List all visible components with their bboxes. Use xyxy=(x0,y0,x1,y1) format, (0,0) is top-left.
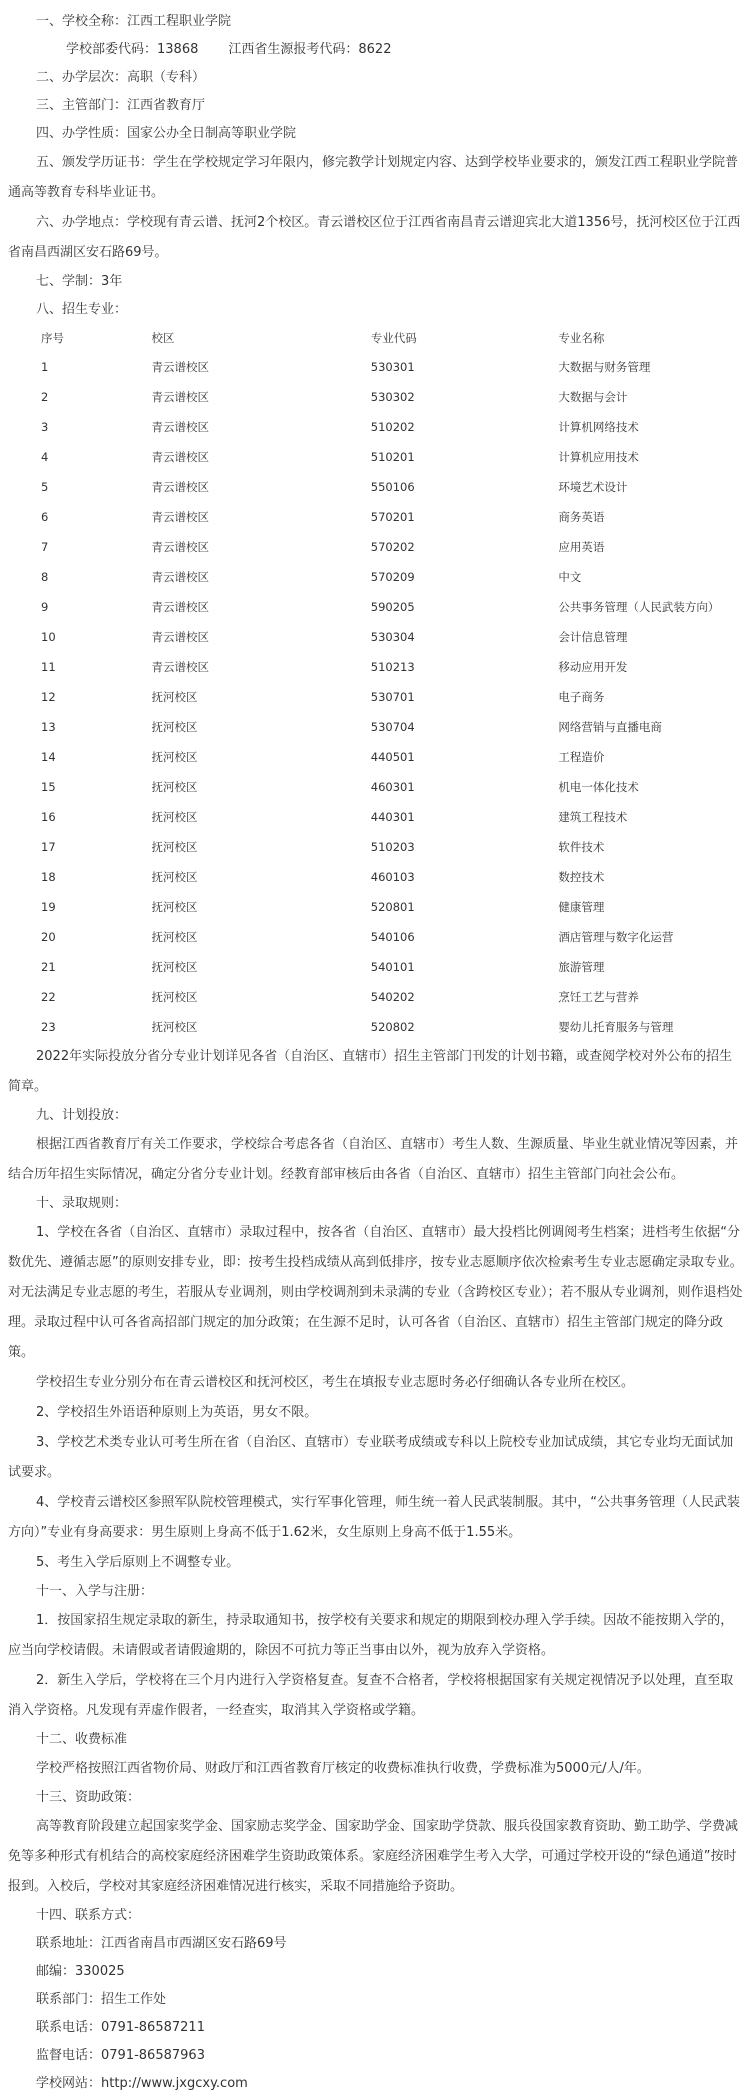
row-code: 540101 xyxy=(370,960,415,974)
school-nature: 四、办学性质：国家公办全日制高等职业学院 xyxy=(36,126,297,141)
row-index: 2 xyxy=(41,390,49,404)
contact-dept: 联系部门：招生工作处 xyxy=(36,1992,167,2007)
table-row xyxy=(35,832,753,862)
row-code: 440301 xyxy=(370,810,415,824)
row-code: 510203 xyxy=(370,840,415,854)
plan-note: 2022年实际投放分省分专业计划详见各省（自治区、直辖市）招生主管部门刊发的计划书籍，或查阅学校对外公布的招生简章。 xyxy=(8,1049,733,1094)
row-major: 烹饪工艺与营养 xyxy=(558,990,639,1004)
table-row xyxy=(35,382,753,412)
row-code: 460301 xyxy=(370,780,415,794)
row-major: 大数据与财务管理 xyxy=(558,360,651,374)
row-code: 590205 xyxy=(370,600,415,614)
school-duration: 七、学制：3年 xyxy=(36,274,123,289)
row-index: 12 xyxy=(41,690,56,704)
table-row xyxy=(35,982,753,1012)
table-row xyxy=(35,622,753,652)
aid-text: 高等教育阶段建立起国家奖学金、国家励志奖学金、国家助学金、国家助学贷款、服兵役国家教育资助、勤工助学、学费减免等多种形式有机结合的高校家庭经济困难学生资助政策体系。家庭经济困难学生考入大学，可通过学校开设的“绿色通道”按时报到。入校后，学校对其家庭经济困难情况进行核实，采取不同措施给予资助。 xyxy=(8,1819,739,1894)
row-index: 5 xyxy=(41,480,49,494)
table-row xyxy=(35,652,753,682)
row-campus: 抚河校区 xyxy=(151,720,198,734)
row-index: 11 xyxy=(41,660,56,674)
majors-table-body xyxy=(35,352,753,1042)
row-code: 510213 xyxy=(370,660,415,674)
row-campus: 青云谱校区 xyxy=(151,360,210,374)
row-campus: 青云谱校区 xyxy=(151,420,210,434)
table-row xyxy=(35,892,753,922)
admission-rule-5: 5、考生入学后原则上不调整专业。 xyxy=(36,1555,240,1570)
table-row xyxy=(35,922,753,952)
row-campus: 抚河校区 xyxy=(151,780,198,794)
enrollment-heading: 十一、入学与注册： xyxy=(36,1584,154,1599)
row-code: 440501 xyxy=(370,750,415,764)
col-index-header: 序号 xyxy=(41,331,64,345)
row-major: 商务英语 xyxy=(558,510,605,524)
row-campus: 青云谱校区 xyxy=(151,660,210,674)
table-row xyxy=(35,1012,753,1042)
row-index: 13 xyxy=(41,720,56,734)
row-campus: 青云谱校区 xyxy=(151,630,210,644)
table-row xyxy=(35,742,753,772)
row-index: 18 xyxy=(41,870,56,884)
fees-text: 学校严格按照江西省物价局、财政厅和江西省教育厅核定的收费标准执行收费，学费标准为5000元/人/年。 xyxy=(36,1761,650,1776)
enrollment-item-1: 1．按国家招生规定录取的新生，持录取通知书，按学校有关要求和规定的期限到校办理入学手续。因故不能按期入学的，应当向学校请假。未请假或者请假逾期的，除因不可抗力等正当事由以外，视为放弃入学资格。 xyxy=(8,1613,734,1658)
row-major: 计算机网络技术 xyxy=(558,420,639,434)
row-major: 网络营销与直播电商 xyxy=(558,720,662,734)
majors-table-header xyxy=(35,324,753,352)
col-major-header: 专业名称 xyxy=(558,331,605,345)
row-code: 570202 xyxy=(370,540,415,554)
admission-rule-3: 3、学校艺术类专业认可考生所在省（自治区、直辖市）专业联考成绩或专科以上院校专业加试成绩，其它专业均无面试加试要求。 xyxy=(8,1435,734,1480)
row-index: 23 xyxy=(41,1020,56,1034)
row-campus: 青云谱校区 xyxy=(151,600,210,614)
row-major: 公共事务管理（人民武装方向） xyxy=(558,600,720,614)
table-row xyxy=(35,502,753,532)
row-code: 540202 xyxy=(370,990,415,1004)
row-campus: 抚河校区 xyxy=(151,690,198,704)
row-index: 10 xyxy=(41,630,56,644)
row-major: 数控技术 xyxy=(558,870,605,884)
admission-campus-note: 学校招生专业分别分布在青云谱校区和抚河校区，考生在填报专业志愿时务必仔细确认各专业所在校区。 xyxy=(36,1375,635,1390)
row-index: 8 xyxy=(41,570,49,584)
table-row xyxy=(35,442,753,472)
row-campus: 青云谱校区 xyxy=(151,540,210,554)
row-major: 会计信息管理 xyxy=(558,630,628,644)
row-index: 9 xyxy=(41,600,49,614)
row-campus: 抚河校区 xyxy=(151,990,198,1004)
row-code: 520802 xyxy=(370,1020,415,1034)
table-row xyxy=(35,772,753,802)
col-code-header: 专业代码 xyxy=(370,331,417,345)
row-index: 16 xyxy=(41,810,56,824)
row-major: 工程造价 xyxy=(558,750,605,764)
contact-address: 联系地址：江西省南昌市西湖区安石路69号 xyxy=(36,1936,287,1951)
contact-phone: 联系电话：0791-86587211 xyxy=(36,2020,205,2035)
row-code: 510202 xyxy=(370,420,415,434)
row-index: 7 xyxy=(41,540,49,554)
row-index: 1 xyxy=(41,360,49,374)
admission-rule-4: 4、学校青云谱校区参照军队院校管理模式，实行军事化管理，师生统一着人民武装制服。其中，“公共事务管理（人民武装方向）”专业有身高要求：男生原则上身高不低于1.62米，女生原则上身高不低于1.55米。 xyxy=(8,1495,741,1540)
contact-heading: 十四、联系方式： xyxy=(36,1908,141,1923)
school-level: 二、办学层次：高职（专科） xyxy=(36,70,206,85)
table-row xyxy=(35,802,753,832)
row-campus: 抚河校区 xyxy=(151,930,198,944)
school-full-name: 一、学校全称：江西工程职业学院 xyxy=(36,14,232,29)
row-index: 22 xyxy=(41,990,56,1004)
row-major: 电子商务 xyxy=(558,690,605,704)
admission-rule-1: 1、学校在各省（自治区、直辖市）录取过程中，按各省（自治区、直辖市）最大投档比例调阅考生档案；进档考生依据“分数优先、遵循志愿”的原则安排专业，即：按考生投档成绩从高到低排序，按专业志愿顺序依次检索考生专业志愿确定录取专业。对无法满足专业志愿的考生，若服从专业调剂，则由学校调剂到未录满的专业（含跨校区专业）；若不服从专业调剂，则作退档处理。录取过程中认可各省高招部门规定的加分政策；在生源不足时，认可各省（自治区、直辖市）招生主管部门规定的降分政策。 xyxy=(8,1225,743,1360)
row-major: 酒店管理与数字化运营 xyxy=(558,930,674,944)
row-index: 3 xyxy=(41,420,49,434)
row-major: 机电一体化技术 xyxy=(558,780,639,794)
website-link[interactable]: http://www.jxgcxy.com xyxy=(101,2076,248,2091)
majors-heading: 八、招生专业： xyxy=(36,302,128,317)
majors-table xyxy=(35,324,753,1042)
row-campus: 青云谱校区 xyxy=(151,570,210,584)
table-row xyxy=(35,412,753,442)
col-campus-header: 校区 xyxy=(151,331,175,345)
row-major: 软件技术 xyxy=(558,840,605,854)
contact-website: 学校网站：http://www.jxgcxy.com xyxy=(36,2076,248,2091)
aid-heading: 十三、资助政策： xyxy=(36,1790,141,1805)
table-row xyxy=(35,682,753,712)
row-campus: 青云谱校区 xyxy=(151,510,210,524)
row-index: 19 xyxy=(41,900,56,914)
row-index: 14 xyxy=(41,750,56,764)
row-index: 15 xyxy=(41,780,56,794)
row-major: 移动应用开发 xyxy=(558,660,628,674)
row-code: 570201 xyxy=(370,510,415,524)
row-index: 6 xyxy=(41,510,49,524)
table-row xyxy=(35,472,753,502)
table-row xyxy=(35,862,753,892)
school-codes: 学校部委代码：13868 江西省生源报考代码：8622 xyxy=(66,42,392,57)
contact-postcode: 邮编：330025 xyxy=(36,1964,125,1979)
row-major: 建筑工程技术 xyxy=(558,810,628,824)
plan-text: 根据江西省教育厅有关工作要求，学校综合考虑各省（自治区、直辖市）考生人数、生源质量、毕业生就业情况等因素，并结合历年招生实际情况，确定分省分专业计划。经教育部审核后由各省（自治区、直辖市）招生主管部门向社会公布。 xyxy=(8,1137,739,1182)
row-campus: 抚河校区 xyxy=(151,840,198,854)
row-campus: 青云谱校区 xyxy=(151,450,210,464)
school-location: 六、办学地点：学校现有青云谱、抚河2个校区。青云谱校区位于江西省南昌青云谱迎宾北大道1356号，抚河校区位于江西省南昌西湖区安石路69号。 xyxy=(8,215,741,260)
row-campus: 青云谱校区 xyxy=(151,390,210,404)
row-code: 530301 xyxy=(370,360,415,374)
row-index: 20 xyxy=(41,930,56,944)
row-code: 520801 xyxy=(370,900,415,914)
row-major: 环境艺术设计 xyxy=(558,480,628,494)
table-row xyxy=(35,712,753,742)
table-row xyxy=(35,562,753,592)
row-index: 21 xyxy=(41,960,56,974)
row-code: 530302 xyxy=(370,390,415,404)
row-major: 健康管理 xyxy=(558,900,605,914)
table-row xyxy=(35,952,753,982)
row-code: 530704 xyxy=(370,720,415,734)
row-code: 530304 xyxy=(370,630,415,644)
contact-supervise-phone: 监督电话：0791-86587963 xyxy=(36,2048,205,2063)
row-code: 550106 xyxy=(370,480,415,494)
row-campus: 抚河校区 xyxy=(151,810,198,824)
table-row xyxy=(35,352,753,382)
row-major: 大数据与会计 xyxy=(558,390,628,404)
row-campus: 青云谱校区 xyxy=(151,480,210,494)
admission-rule-2: 2、学校招生外语语种原则上为英语，男女不限。 xyxy=(36,1405,318,1420)
row-code: 460103 xyxy=(370,870,415,884)
row-index: 17 xyxy=(41,840,56,854)
row-major: 旅游管理 xyxy=(558,960,605,974)
row-campus: 抚河校区 xyxy=(151,960,198,974)
table-row xyxy=(35,532,753,562)
plan-heading: 九、计划投放： xyxy=(36,1108,128,1123)
table-row xyxy=(35,592,753,622)
school-authority: 三、主管部门：江西省教育厅 xyxy=(36,98,206,113)
row-major: 婴幼儿托育服务与管理 xyxy=(558,1020,674,1034)
row-code: 570209 xyxy=(370,570,415,584)
row-campus: 抚河校区 xyxy=(151,1020,198,1034)
row-campus: 抚河校区 xyxy=(151,750,198,764)
row-code: 530701 xyxy=(370,690,415,704)
enrollment-item-2: 2．新生入学后，学校将在三个月内进行入学资格复查。复查不合格者，学校将根据国家有关规定视情况予以处理，直至取消入学资格。凡发现有弄虚作假者，一经查实，取消其入学资格或学籍。 xyxy=(8,1673,734,1718)
school-certificate: 五、颁发学历证书：学生在学校规定学习年限内，修完教学计划规定内容、达到学校毕业要求的，颁发江西工程职业学院普通高等教育专科毕业证书。 xyxy=(8,155,739,200)
row-campus: 抚河校区 xyxy=(151,900,198,914)
row-index: 4 xyxy=(41,450,49,464)
fees-heading: 十二、收费标准 xyxy=(36,1732,128,1747)
admission-heading: 十、录取规则： xyxy=(36,1196,128,1211)
row-major: 中文 xyxy=(558,570,582,584)
row-major: 应用英语 xyxy=(558,540,605,554)
row-major: 计算机应用技术 xyxy=(558,450,639,464)
row-code: 540106 xyxy=(370,930,415,944)
row-campus: 抚河校区 xyxy=(151,870,198,884)
row-code: 510201 xyxy=(370,450,415,464)
